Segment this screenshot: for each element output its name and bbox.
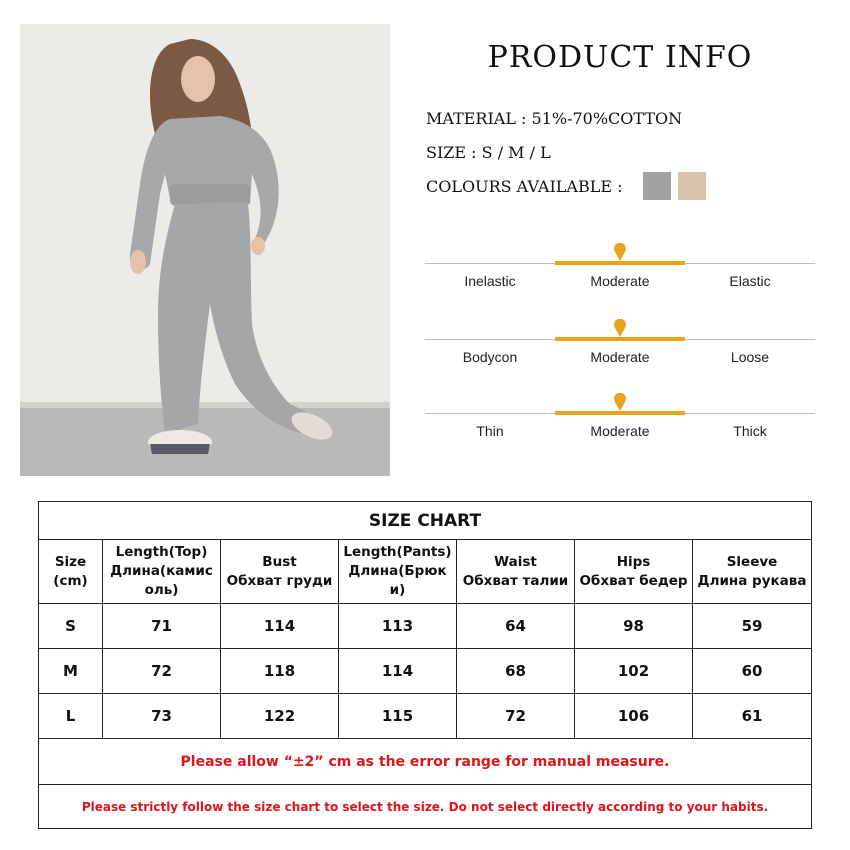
table-cell: S <box>39 604 103 649</box>
location-pin-icon <box>613 319 627 337</box>
table-cell: 72 <box>103 649 221 694</box>
scale-middle-label: Moderate <box>590 273 650 289</box>
column-header-bust: Bust Обхват груди <box>221 540 339 604</box>
table-row <box>39 604 812 649</box>
table-cell: 122 <box>221 694 339 739</box>
column-header-hips: Hips Обхват бедер <box>575 540 693 604</box>
scale-selected-segment <box>555 337 685 341</box>
table-cell: 59 <box>693 604 812 649</box>
elasticity-scale <box>425 243 815 303</box>
scale-right-label: Loose <box>730 349 770 365</box>
column-header-size: Size (cm) <box>39 540 103 604</box>
scale-middle-label: Moderate <box>590 423 650 439</box>
scale-left-label: Thin <box>476 423 504 439</box>
scale-right-label: Elastic <box>729 273 771 289</box>
table-cell: 73 <box>103 694 221 739</box>
location-pin-icon <box>613 393 627 411</box>
table-cell: 68 <box>457 649 575 694</box>
location-pin-icon <box>613 243 627 261</box>
material-text: MATERIAL : 51%-70%COTTON <box>426 109 683 128</box>
scale-selected-segment <box>555 411 685 415</box>
scale-middle-label: Moderate <box>590 349 650 365</box>
table-cell: 115 <box>339 694 457 739</box>
table-cell: 113 <box>339 604 457 649</box>
product-info-title: PRODUCT INFO <box>487 40 753 75</box>
table-cell: 60 <box>693 649 812 694</box>
scale-left-label: Bodycon <box>462 349 518 365</box>
table-cell: 72 <box>457 694 575 739</box>
table-cell: 71 <box>103 604 221 649</box>
follow-chart-note: Please strictly follow the size chart to select the size. Do not select directly according to your habits. <box>39 785 812 829</box>
table-cell: M <box>39 649 103 694</box>
scale-selected-segment <box>555 261 685 265</box>
table-cell: 98 <box>575 604 693 649</box>
table-cell: 114 <box>221 604 339 649</box>
colour-swatch-grey[interactable] <box>643 172 671 200</box>
column-header-length-top: Length(Top) Длина(камис оль) <box>103 540 221 604</box>
scale-left-label: Inelastic <box>464 273 516 289</box>
product-photo <box>20 24 390 476</box>
table-cell: L <box>39 694 103 739</box>
table-cell: 64 <box>457 604 575 649</box>
colours-label: COLOURS AVAILABLE : <box>426 177 623 196</box>
table-cell: 102 <box>575 649 693 694</box>
column-header-sleeve: Sleeve Длина рукава <box>693 540 812 604</box>
table-cell: 106 <box>575 694 693 739</box>
error-range-note: Please allow “±2” cm as the error range for manual measure. <box>39 739 812 785</box>
table-cell: 118 <box>221 649 339 694</box>
scale-right-label: Thick <box>733 423 767 439</box>
thickness-scale <box>425 393 815 453</box>
size-chart-title: SIZE CHART <box>39 502 812 540</box>
size-text: SIZE : S / M / L <box>426 143 551 162</box>
table-row <box>39 694 812 739</box>
column-header-length-pants: Length(Pants) Длина(Брюк и) <box>339 540 457 604</box>
table-cell: 61 <box>693 694 812 739</box>
table-row <box>39 649 812 694</box>
size-chart-table <box>38 501 812 829</box>
fit-scale <box>425 319 815 379</box>
column-header-waist: Waist Обхват талии <box>457 540 575 604</box>
colour-swatch-beige[interactable] <box>678 172 706 200</box>
table-cell: 114 <box>339 649 457 694</box>
